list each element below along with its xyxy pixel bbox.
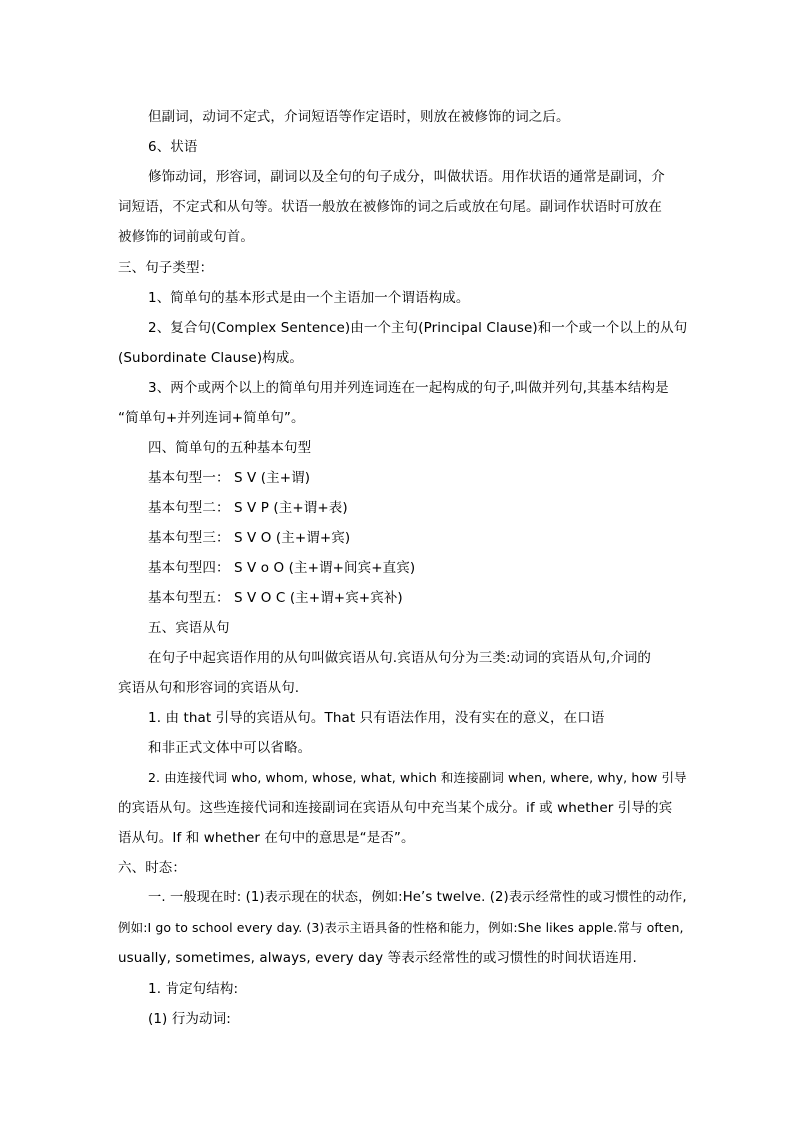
sentence-pattern-item: 基本句型二： S V P (主+谓+表): [148, 500, 348, 516]
paragraph-line: 在句子中起宾语作用的从句叫做宾语从句.宾语从句分为三类:动词的宾语从句,介词的: [148, 650, 652, 666]
paragraph-line: 一. 一般现在时: (1)表示现在的状态，例如:He’s twelve. (2)表示经常性的或习惯性的动作,: [148, 890, 687, 905]
paragraph-line: 宾语从句和形容词的宾语从句.: [118, 680, 300, 696]
sentence-pattern-item: 基本句型一： S V (主+谓): [148, 470, 311, 486]
section-heading: 六、时态：: [118, 860, 186, 876]
paragraph-line: 词短语，不定式和从句等。状语一般放在被修饰的词之后或放在句尾。副词作状语时可放在: [118, 199, 662, 215]
paragraph-line: 1. 肯定句结构:: [148, 981, 239, 997]
paragraph-line: 3、两个或两个以上的简单句用并列连词连在一起构成的句子,叫做并列句,其基本结构是: [148, 380, 669, 396]
section-heading: 6、状语: [148, 139, 198, 155]
paragraph-line: 1. 由 that 引导的宾语从句。That 只有语法作用，没有实在的意义，在口语: [148, 710, 605, 726]
section-heading: 四、简单句的五种基本句型: [148, 440, 312, 456]
section-heading: 五、宾语从句: [148, 620, 230, 636]
paragraph-line: 1、简单句的基本形式是由一个主语加一个谓语构成。: [148, 290, 470, 306]
sentence-pattern-item: 基本句型三： S V O (主+谓+宾): [148, 530, 351, 546]
paragraph-line: (Subordinate Clause)构成。: [118, 350, 303, 366]
paragraph-line: 例如:I go to school every day. (3)表示主语具备的性格和能力，例如:She likes apple.常与 often,: [118, 920, 684, 935]
paragraph-line: 2. 由连接代词 who, whom, whose, what, which 和连接副词 when, where, why, how 引导: [148, 770, 687, 785]
sentence-pattern-item: 基本句型五： S V O C (主+谓+宾+宾补): [148, 590, 403, 606]
paragraph-line: 语从句。If 和 whether 在句中的意思是“是否”。: [118, 830, 415, 846]
paragraph-line: 但副词，动词不定式，介词短语等作定语时，则放在被修饰的词之后。: [148, 109, 570, 125]
paragraph-line: (1) 行为动词:: [148, 1011, 231, 1027]
paragraph-line: 和非正式文体中可以省略。: [148, 740, 312, 756]
paragraph-line: 2、复合句(Complex Sentence)由一个主句(Principal Clause)和一个或一个以上的从句: [148, 320, 688, 336]
paragraph-line: usually, sometimes, always, every day 等表示经常性的或习惯性的时间状语连用.: [118, 950, 637, 966]
section-heading: 三、句子类型：: [118, 260, 214, 276]
paragraph-line: 被修饰的词前或句首。: [118, 229, 254, 245]
sentence-pattern-item: 基本句型四： S V o O (主+谓+间宾+直宾): [148, 560, 416, 576]
paragraph-line: 修饰动词，形容词，副词以及全句的句子成分，叫做状语。用作状语的通常是副词，介: [148, 169, 665, 185]
paragraph-line: “简单句+并列连词+简单句”。: [118, 410, 305, 426]
paragraph-line: 的宾语从句。这些连接代词和连接副词在宾语从句中充当某个成分。if 或 whether 引导的宾: [118, 800, 673, 816]
